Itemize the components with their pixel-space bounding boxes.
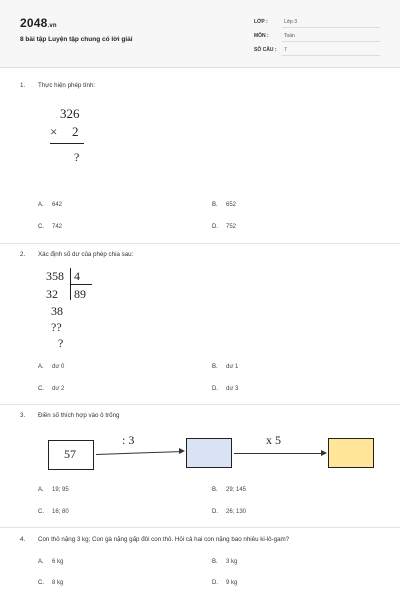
meta-label: SỐ CÂU : <box>254 47 277 53</box>
option-d[interactable] <box>212 224 236 230</box>
option-value: dư 0 <box>52 364 65 370</box>
option-value: 6 kg <box>52 559 64 565</box>
option-d[interactable] <box>212 386 238 392</box>
option-value: 26; 130 <box>226 509 247 515</box>
question-number: 4. <box>20 536 26 543</box>
meta-value: Toán <box>284 33 295 39</box>
question-text: Xác định số dư của phép chia sau: <box>38 251 134 258</box>
option-value: dư 2 <box>52 386 65 392</box>
option-key: C. <box>38 386 44 392</box>
option-a[interactable] <box>38 202 62 208</box>
option-c[interactable] <box>38 509 69 515</box>
question-text: Con thỏ nặng 3 kg; Con gà nặng gấp đôi con thỏ. Hỏi cả hai con nặng bao nhiêu ki-lô-gam? <box>38 536 290 543</box>
division-horizontal-line <box>70 284 92 285</box>
option-key: C. <box>38 580 44 586</box>
division-step-2: 38 <box>51 304 63 318</box>
option-key: A. <box>38 364 44 370</box>
option-d[interactable] <box>212 509 246 515</box>
question-number: 3. <box>20 412 26 419</box>
page-header <box>0 0 400 68</box>
blank-box-2[interactable] <box>328 438 374 468</box>
option-c[interactable] <box>38 580 63 586</box>
option-value: 742 <box>52 224 63 230</box>
option-value: 752 <box>226 224 237 230</box>
option-value: 8 kg <box>52 580 64 586</box>
question-text: Điền số thích hợp vào ô trống <box>38 412 120 419</box>
meta-underline <box>282 27 380 28</box>
option-b[interactable] <box>212 559 237 565</box>
option-key: C. <box>38 224 44 230</box>
arrow-2-head <box>321 450 327 456</box>
operation-2-label: x 5 <box>266 433 281 447</box>
logo-suffix: .vn <box>47 23 57 29</box>
option-key: D. <box>212 509 218 515</box>
site-logo[interactable] <box>20 16 57 30</box>
question-number: 2. <box>20 251 26 258</box>
option-c[interactable] <box>38 224 62 230</box>
multiplicand: 326 <box>60 106 80 121</box>
multiply-sign: × <box>50 124 58 139</box>
option-value: 3 kg <box>226 559 238 565</box>
option-key: D. <box>212 224 218 230</box>
arrow-2-line <box>234 453 322 454</box>
option-value: 9 kg <box>226 580 238 586</box>
option-value: dư 1 <box>226 364 239 370</box>
option-value: 16; 80 <box>52 509 69 515</box>
option-b[interactable] <box>212 364 238 370</box>
option-key: D. <box>212 580 218 586</box>
product-placeholder: ? <box>74 150 80 164</box>
meta-label: MÔN : <box>254 33 269 39</box>
option-a[interactable] <box>38 487 69 493</box>
question-number: 1. <box>20 82 26 89</box>
option-value: 19; 95 <box>52 487 69 493</box>
option-key: A. <box>38 202 44 208</box>
option-a[interactable] <box>38 364 64 370</box>
meta-question-count <box>254 45 380 56</box>
option-key: A. <box>38 487 44 493</box>
division-step-1: 32 <box>46 287 58 301</box>
option-key: C. <box>38 509 44 515</box>
meta-label: LỚP : <box>254 19 268 25</box>
quotient: 89 <box>74 287 86 301</box>
arrow-1-line <box>96 451 180 455</box>
question-divider <box>0 243 400 244</box>
option-d[interactable] <box>212 580 237 586</box>
option-value: 29; 145 <box>226 487 247 493</box>
blank-box-1[interactable] <box>186 438 232 468</box>
option-c[interactable] <box>38 386 64 392</box>
meta-subject <box>254 31 380 42</box>
option-value: 642 <box>52 202 63 208</box>
operation-1-label: : 3 <box>122 433 135 447</box>
option-key: D. <box>212 386 218 392</box>
option-key: A. <box>38 559 44 565</box>
question-text: Thực hiện phép tính: <box>38 82 96 89</box>
option-key: B. <box>212 559 218 565</box>
result-line <box>50 143 84 144</box>
start-number: 57 <box>64 447 76 461</box>
document-title: 8 bài tập Luyện tập chung có lời giải <box>20 36 133 43</box>
option-value: 652 <box>226 202 237 208</box>
question-divider <box>0 404 400 405</box>
option-a[interactable] <box>38 559 63 565</box>
option-key: B. <box>212 487 218 493</box>
meta-underline <box>282 41 380 42</box>
meta-value: 7 <box>284 47 287 53</box>
option-b[interactable] <box>212 202 236 208</box>
division-step-3: ?? <box>51 320 62 334</box>
meta-value: Lớp 3 <box>284 19 298 25</box>
divisor: 4 <box>74 269 80 283</box>
multiplier: 2 <box>72 124 79 139</box>
logo-text: 2048 <box>20 16 48 30</box>
option-value: dư 3 <box>226 386 239 392</box>
question-divider <box>0 527 400 528</box>
option-b[interactable] <box>212 487 246 493</box>
option-key: B. <box>212 202 218 208</box>
remainder-placeholder: ? <box>58 336 64 350</box>
option-key: B. <box>212 364 218 370</box>
meta-class <box>254 17 380 28</box>
meta-underline <box>282 55 380 56</box>
arrow-1-head <box>179 448 185 454</box>
dividend: 358 <box>46 269 64 283</box>
